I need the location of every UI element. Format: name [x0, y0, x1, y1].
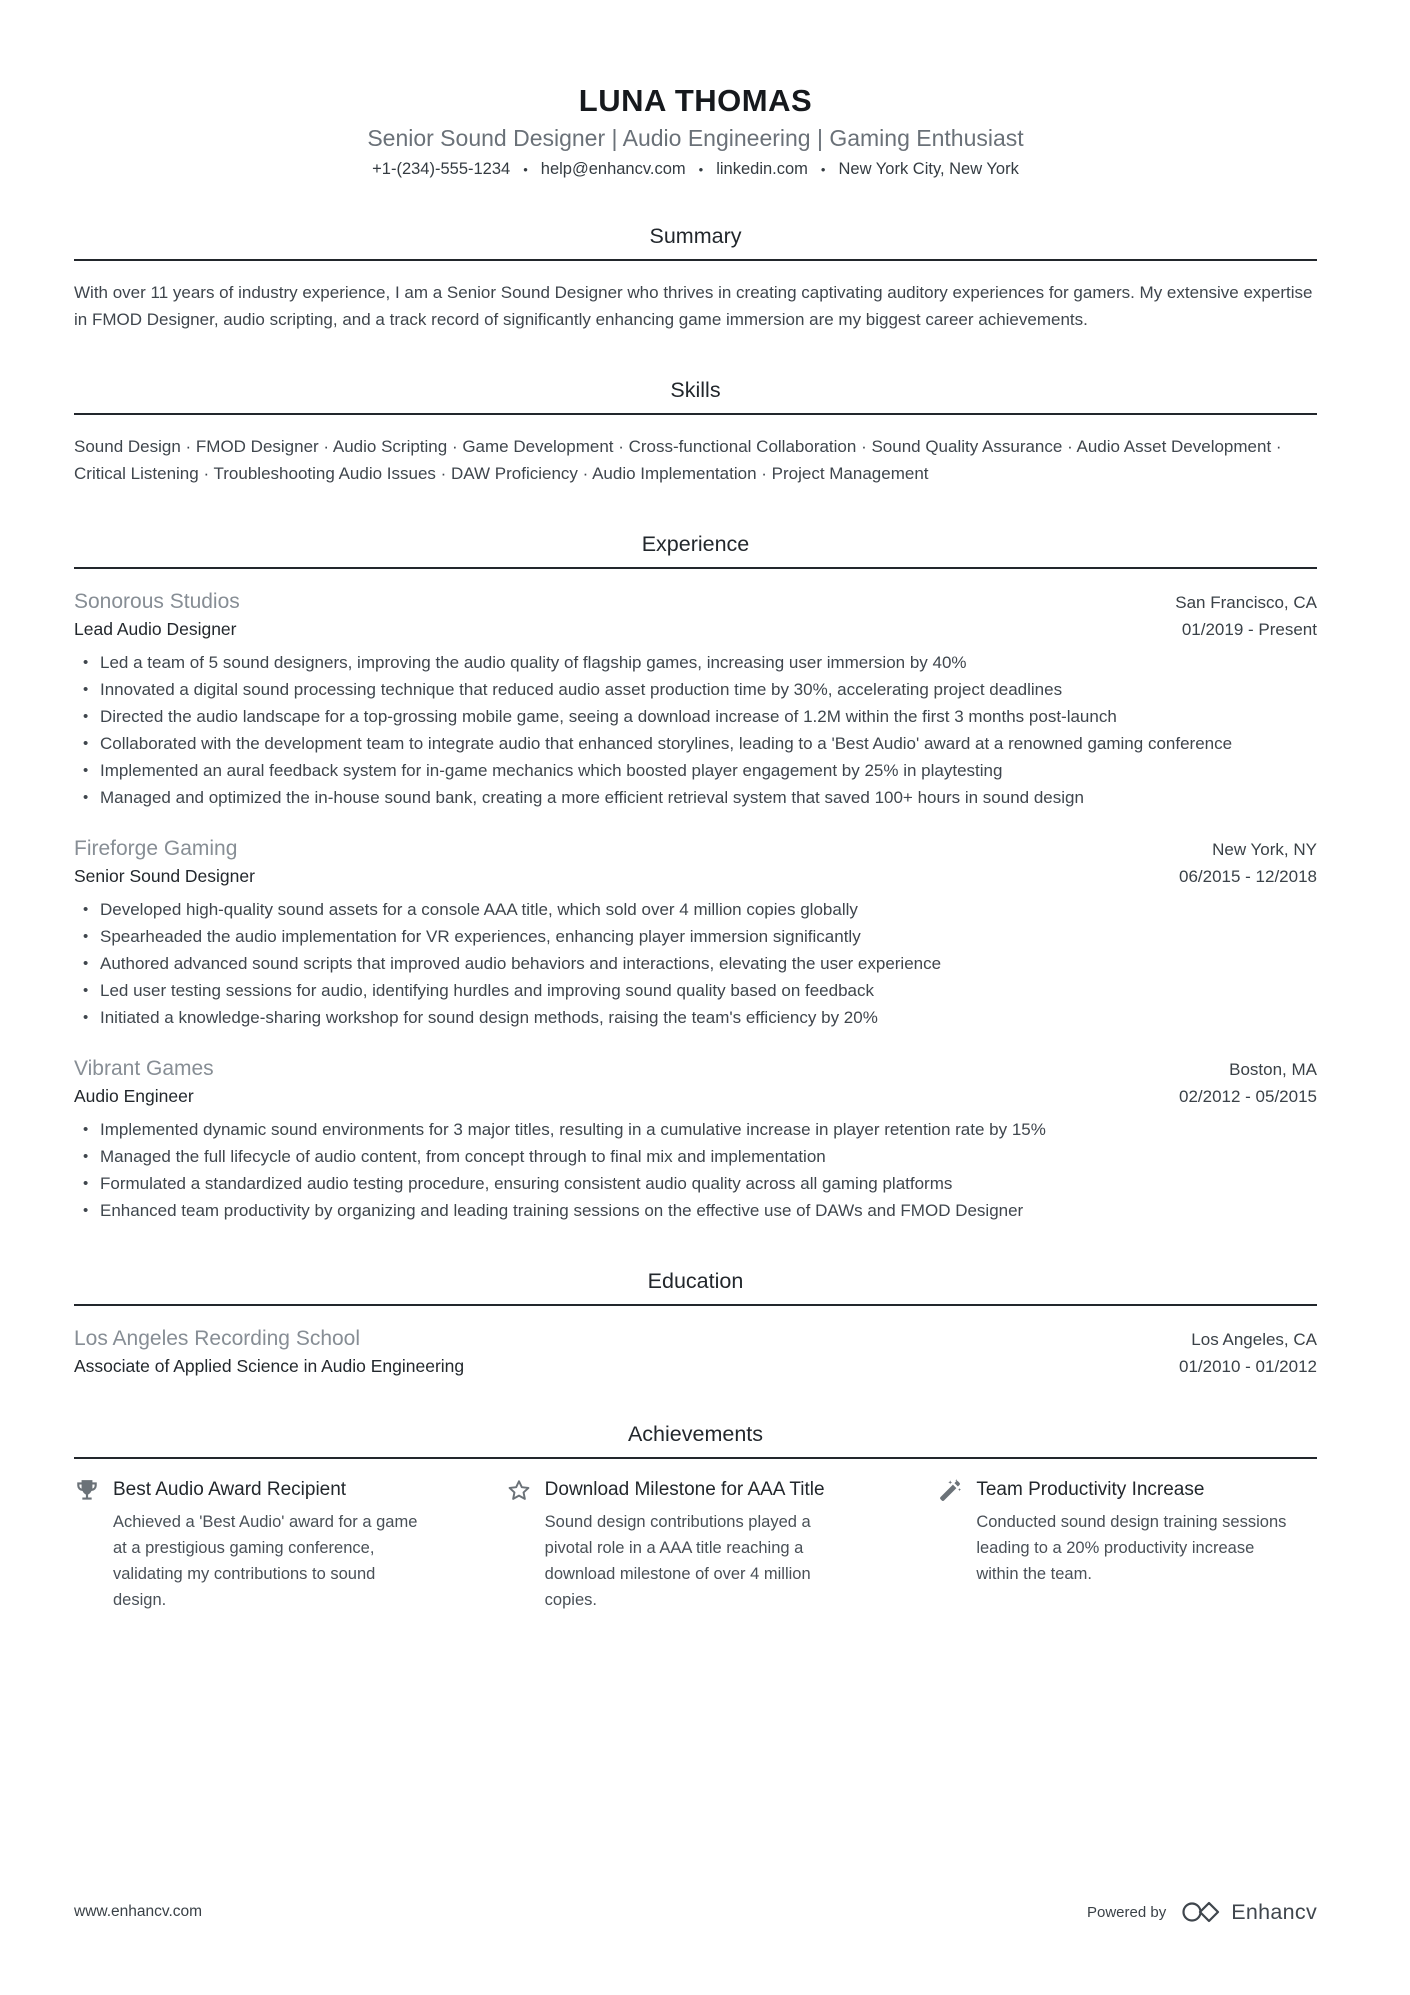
- entry-role-row: [74, 1356, 1317, 1377]
- enhancv-wordmark: Enhancv: [1231, 1899, 1317, 1924]
- star-icon: [506, 1478, 532, 1504]
- job-bullet: • Initiated a knowledge-sharing workshop for sound design methods, raising the team's efficiency by 20%: [74, 1004, 1317, 1031]
- achievement-title: Team Productivity Increase: [976, 1479, 1205, 1500]
- education-dates: 01/2010 - 01/2012: [1178, 1357, 1317, 1376]
- job-title: Senior Sound Designer: [74, 866, 255, 886]
- company-name: Vibrant Games: [74, 1057, 214, 1080]
- experience-section: [74, 531, 1317, 1224]
- powered-by: [1087, 1899, 1317, 1925]
- contact-line: [74, 160, 1317, 179]
- achievement-body: [976, 1477, 1291, 1587]
- skills-section: [74, 377, 1317, 487]
- entry-role-row: [74, 619, 1317, 640]
- section-divider: [74, 259, 1317, 261]
- contact-phone: +1-(234)-555-1234: [372, 160, 511, 178]
- job-title: Lead Audio Designer: [74, 619, 237, 639]
- school-name: Los Angeles Recording School: [74, 1327, 361, 1350]
- company-location: Boston, MA: [1229, 1060, 1317, 1079]
- job-bullet-list: [74, 1116, 1317, 1224]
- job-bullet: • Implemented dynamic sound environments for 3 major titles, resulting in a cumulative increase in player retention rate by 15%: [74, 1116, 1317, 1143]
- entry-header-row: [74, 1326, 1317, 1352]
- summary-section-title: Summary: [649, 224, 742, 248]
- contact-linkedin-link[interactable]: • linkedin.com: [686, 160, 808, 179]
- contact-location: • New York City, New York: [808, 160, 1019, 179]
- achievement-body: [545, 1477, 860, 1613]
- experience-entry: [74, 589, 1317, 811]
- section-divider: [74, 1457, 1317, 1459]
- entry-header-row: [74, 1056, 1317, 1082]
- school-location: Los Angeles, CA: [1191, 1330, 1317, 1349]
- section-divider: [74, 413, 1317, 415]
- candidate-name: LUNA THOMAS: [578, 83, 813, 118]
- job-bullet: • Directed the audio landscape for a top-grossing mobile game, seeing a download increase of 1.2M within the first 3 months post-launch: [74, 703, 1317, 730]
- job-bullet: • Led a team of 5 sound designers, improving the audio quality of flagship games, increasing user immersion by 40%: [74, 649, 1317, 676]
- achievement-item: [74, 1477, 454, 1613]
- job-bullet-list: [74, 896, 1317, 1031]
- experience-entry: [74, 1056, 1317, 1224]
- entry-header-row: [74, 836, 1317, 862]
- experience-section-title: Experience: [641, 532, 750, 556]
- education-entry: [74, 1326, 1317, 1377]
- candidate-headline: Senior Sound Designer | Audio Engineering | Gaming Enthusiast: [367, 125, 1024, 151]
- trophy-icon: [74, 1478, 100, 1504]
- job-dates: 01/2019 - Present: [1181, 620, 1317, 639]
- entry-role-row: [74, 1086, 1317, 1107]
- job-bullet: • Managed and optimized the in-house sound bank, creating a more efficient retrieval system that saved 100+ hours in sound design: [74, 784, 1317, 811]
- achievements-section: [74, 1421, 1317, 1613]
- job-title: Audio Engineer: [74, 1086, 194, 1106]
- resume-header: [74, 84, 1317, 179]
- experience-entry: [74, 836, 1317, 1031]
- job-bullet: • Authored advanced sound scripts that improved audio behaviors and interactions, elevating the user experience: [74, 950, 1317, 977]
- job-bullet: • Implemented an aural feedback system for in-game mechanics which boosted player engagement by 25% in playtesting: [74, 757, 1317, 784]
- job-bullet: • Developed high-quality sound assets for a console AAA title, which sold over 4 million copies globally: [74, 896, 1317, 923]
- magic-wand-icon: [937, 1478, 963, 1504]
- achievement-text: Sound design contributions played a pivotal role in a AAA title reaching a download milestone of over 4 million copies.: [544, 1513, 811, 1609]
- job-bullet: • Collaborated with the development team to integrate audio that enhanced storylines, leading to a 'Best Audio' award at a renowned gaming conference: [74, 730, 1317, 757]
- job-bullet: • Managed the full lifecycle of audio content, from concept through to final mix and implementation: [74, 1143, 1317, 1170]
- section-divider: [74, 1304, 1317, 1306]
- education-section-title: Education: [647, 1269, 744, 1293]
- job-dates: 02/2012 - 05/2015: [1178, 1087, 1317, 1106]
- job-bullet: • Spearheaded the audio implementation for VR experiences, enhancing player immersion significantly: [74, 923, 1317, 950]
- enhancv-logo-icon: [1180, 1899, 1222, 1925]
- achievement-item: [937, 1477, 1317, 1613]
- company-location: New York, NY: [1212, 840, 1317, 859]
- job-bullet: • Innovated a digital sound processing technique that reduced audio asset production time by 30%, accelerating project deadlines: [74, 676, 1317, 703]
- summary-text: With over 11 years of industry experience, I am a Senior Sound Designer who thrives in creating captivating auditory experiences for gamers. My extensive expertise in FMOD Designer, audio scripting, and a track record of significantly enhancing game immersion are my biggest career achievements.: [74, 283, 1313, 329]
- achievement-text: Achieved a 'Best Audio' award for a game at a prestigious gaming conference, validating my contributions to sound design.: [113, 1513, 418, 1609]
- company-name: Fireforge Gaming: [74, 837, 238, 860]
- job-bullet-list: [74, 649, 1317, 811]
- achievements-grid: [74, 1477, 1317, 1613]
- summary-section: [74, 223, 1317, 333]
- company-name: Sonorous Studios: [74, 590, 240, 613]
- entry-role-row: [74, 866, 1317, 887]
- footer-website-link[interactable]: www.enhancv.com: [74, 1903, 203, 1920]
- powered-by-label: Powered by: [1087, 1903, 1167, 1921]
- achievement-text: Conducted sound design training sessions leading to a 20% productivity increase within the team.: [976, 1513, 1287, 1583]
- enhancv-logo[interactable]: [1180, 1899, 1317, 1925]
- job-bullet: • Formulated a standardized audio testing procedure, ensuring consistent audio quality across all gaming platforms: [74, 1170, 1317, 1197]
- job-dates: 06/2015 - 12/2018: [1178, 867, 1317, 886]
- job-bullet: • Enhanced team productivity by organizing and leading training sessions on the effective use of DAWs and FMOD Designer: [74, 1197, 1317, 1224]
- education-section: [74, 1268, 1317, 1377]
- degree-name: Associate of Applied Science in Audio Engineering: [74, 1356, 465, 1376]
- company-location: San Francisco, CA: [1175, 593, 1317, 612]
- achievement-title: Best Audio Award Recipient: [113, 1479, 347, 1500]
- achievement-body: [113, 1477, 428, 1613]
- section-divider: [74, 567, 1317, 569]
- achievements-section-title: Achievements: [627, 1422, 764, 1446]
- entry-header-row: [74, 589, 1317, 615]
- achievement-title: Download Milestone for AAA Title: [544, 1479, 825, 1500]
- contact-email-link[interactable]: • help@enhancv.com: [510, 160, 685, 179]
- achievement-item: [506, 1477, 886, 1613]
- skills-section-title: Skills: [670, 378, 721, 402]
- page-footer: [74, 1899, 1317, 1925]
- skills-list: Sound Design · FMOD Designer · Audio Scripting · Game Development · Cross-functional Collaboration · Sound Quality Assurance · Audio Asset Development · Critical Listening · Troubleshooting Audio Issues · DAW Proficiency · Audio Implementation · Project Management: [74, 437, 1282, 483]
- job-bullet: • Led user testing sessions for audio, identifying hurdles and improving sound quality based on feedback: [74, 977, 1317, 1004]
